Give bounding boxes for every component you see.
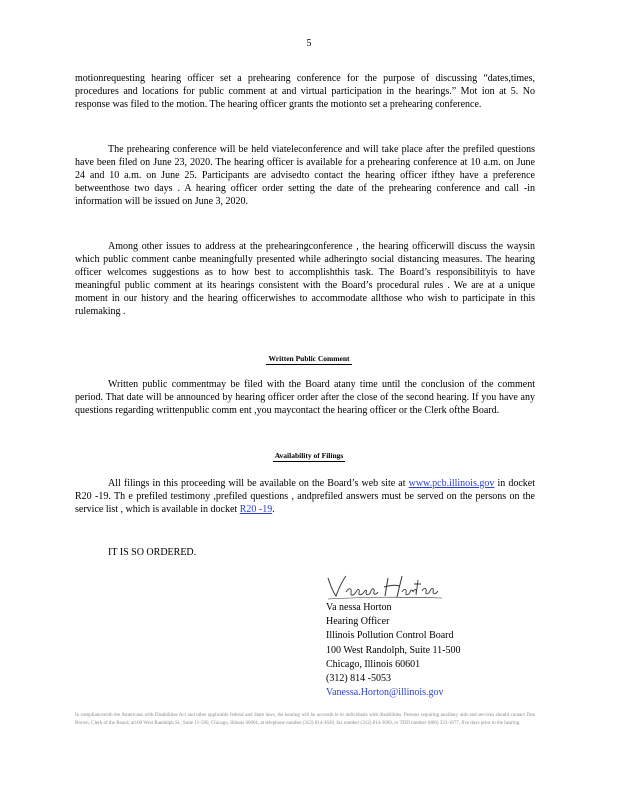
signatory-organization: Illinois Pollution Control Board (326, 630, 454, 642)
filings-text-end: . (272, 504, 275, 515)
paragraph-prehearing-conference: The prehearing conference will be held viateleconference and will take place after the prefiled questions have been filed on June 23, 2020. The hearing officer is available for a prehearing conference at 10 a.m. on June 24 and 10 a.m. on June 25. Participants are advisedto contact the hearing officer ifthey have a preference betweenthose two days . A hearing officer order setting the date of the prehearing conference and call -in information will be issued on June 3, 2020. (75, 144, 535, 207)
signatory-name: Va nessa Horton (326, 602, 392, 613)
heading-written-public-comment (0, 354, 618, 363)
paragraph-written-public-comment: Written public commentmay be filed with the Board atany time until the conclusion of the comment period. That date will be announced by hearing officer order after the close of the second hearing. If you have any questions regarding writtenpublic comm ent ,you maycontact the hearing officer or the Clerk ofthe Board. (75, 379, 535, 416)
filings-text-b: in docket R20 -19. Th e prefiled testimony ,prefiled questions , andprefiled answers must be served on the persons on the service list , which is available in docket (75, 478, 536, 515)
paragraph-availability-of-filings (75, 477, 535, 516)
board-website-link[interactable]: www.pcb.illinois.gov (408, 478, 495, 489)
heading-availability-of-filings-text: Availability of Filings (274, 451, 344, 460)
handwritten-signature (324, 572, 454, 602)
signature-block (326, 601, 460, 700)
signatory-address-line2: Chicago, Illinois 60601 (326, 658, 421, 670)
signatory-email[interactable]: Vanessa.Horton@illinois.gov (326, 687, 444, 699)
accessibility-footer: In compliancewith the Americans with Disabilities Act and other applicable federal and State laws, the hearing will be accessib le to individuals with disabilities. Persons requiring auxiliary aids and services should contact Don Brown, Clerk of the Board, at100 West Randolph St., Suite 11-500, Chicago, Illinois 60601, at telephone number (312) 814-3620, fax number (312) 814-3669, or TDD number (866) 323-1677, five days prior to the hearing. (75, 713, 535, 726)
paragraph-motion: motionrequesting hearing officer set a prehearing conference for the purpose of discussing “dates,times, procedures and locations for public comment at and virtual participation in the hearings.” Mot ion at 5. No response was filed to the motion. The hearing officer grants the motionto set a prehearing conference. (75, 73, 535, 110)
page-number: 5 (306, 38, 312, 49)
so-ordered: IT IS SO ORDERED. (108, 547, 197, 558)
signatory-phone: (312) 814 -5053 (326, 673, 391, 685)
paragraph-public-comment-issues: Among other issues to address at the prehearingconference , the hearing officerwill discuss the waysin which public comment canbe meaningfully presented while adheringto social distancing measures. The hearing officer welcomes suggestions as to how best to accomplishthis task. The Board’s responsibilityis to have meaningful public comment at its hearings consistent with the Board’s procedural rules . We are at a unique moment in our history and the hearing officerwishes to accommodate allthose who wish to participate in this rulemaking . (75, 241, 535, 317)
heading-written-public-comment-text: Written Public Comment (268, 354, 350, 363)
filings-text-a: All filings in this proceeding will be available on the Board’s web site at (108, 478, 406, 489)
signatory-address-line1: 100 West Randolph, Suite 11-500 (326, 644, 461, 656)
heading-availability-of-filings (0, 451, 618, 460)
signatory-title: Hearing Officer (326, 616, 390, 628)
docket-link[interactable]: R20 -19 (239, 504, 273, 515)
